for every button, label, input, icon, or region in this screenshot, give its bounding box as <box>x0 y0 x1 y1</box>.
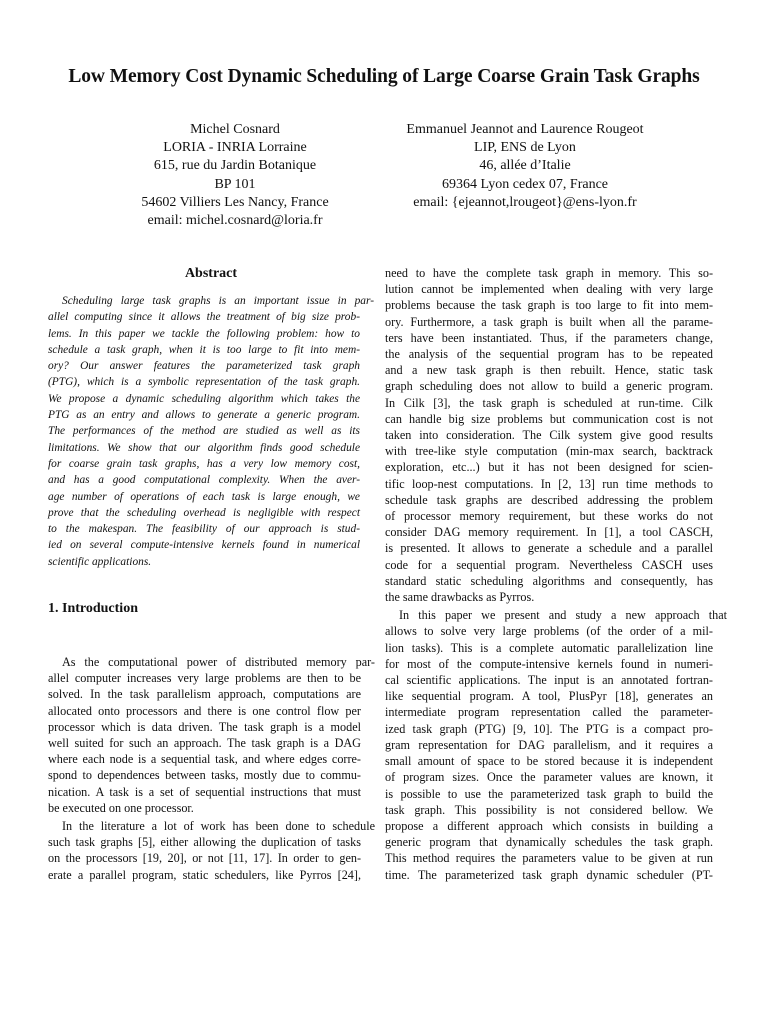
text-line: allocated onto processors and there is one control flow per <box>48 703 361 718</box>
author-name: Emmanuel Jeannot and Laurence Rougeot <box>406 122 644 137</box>
text-line: graph scheduling does not allow to build a generic program. <box>385 379 713 394</box>
text-line: for most of the compute-intensive kernels found in numeri- <box>385 656 713 671</box>
text-line: limitations. We show that our algorithm finds good schedule <box>48 441 360 454</box>
author-email: email: {ejeannot,lrougeot}@ens-lyon.fr <box>413 194 637 210</box>
text-line: cal scientific applications. The input is an annotated fortran- <box>385 673 713 688</box>
author-affiliation: LORIA - INRIA Lorraine <box>163 140 307 156</box>
text-line: allows to solve very large problems (of the order of a mil- <box>385 624 713 639</box>
section-heading-introduction: 1. Introduction <box>48 601 138 616</box>
text-line: In this paper we present and study a new approach that <box>399 608 727 623</box>
author-address: 54602 Villiers Les Nancy, France <box>141 194 329 210</box>
author-affiliation: LIP, ENS de Lyon <box>474 140 576 156</box>
text-line: ory? Our answer features the parameterized task graph <box>48 360 360 373</box>
author-address: 46, allée d’Italie <box>479 158 571 174</box>
text-line: problems because the task graph is too large to fit into mem- <box>385 298 713 313</box>
text-line: the same drawbacks as Pyrros. <box>385 590 535 605</box>
text-line: is presented. It allows to generate a schedule and a parallel <box>385 541 713 556</box>
text-line: of processor memory requirement, but these works do not <box>385 509 713 524</box>
text-line: taken into consideration. The Cilk system give good results <box>385 428 713 443</box>
text-line: for coarse grain task graphs, has a very low memory cost, <box>48 457 360 470</box>
text-line: and has a good computational complexity. When the aver- <box>48 474 360 487</box>
text-line: ory. Furthermore, a task graph is built when all the parame- <box>385 314 713 329</box>
text-line: be executed on one processor. <box>48 800 194 815</box>
author-address: BP 101 <box>214 176 256 192</box>
text-line: spond to dependences between tasks, mostly due to commu- <box>48 768 361 783</box>
text-line: lion tasks). This is a complete automatic parallelization line <box>385 640 713 655</box>
author-name: Michel Cosnard <box>190 122 280 137</box>
text-line: gram representation for DAG parallelism, and it requires a <box>385 737 713 752</box>
author-block-right <box>330 121 720 212</box>
abstract-heading: Abstract <box>184 266 238 281</box>
text-line: propose a different approach which consists in building a <box>385 818 713 833</box>
text-line: where each node is a sequential task, and where edges corre- <box>48 752 361 767</box>
text-line: erate a parallel program, static schedulers, like Pyrros [24], <box>48 867 361 882</box>
text-line: processor which is data driven. The task graph is a model <box>48 719 361 734</box>
text-line: of program sizes. Once the parameter values are known, it <box>385 770 713 785</box>
text-line: tific loop-nest computations. In [2, 13] run time methods to <box>385 476 713 491</box>
text-line: lems. In this paper we tackle the following problem: how to <box>48 327 360 340</box>
text-line: PTG as an entry and allows to generate a generic program. <box>48 409 360 422</box>
text-line: lution cannot be implemented when dealing with very large <box>385 282 713 297</box>
introduction-body <box>48 654 375 883</box>
text-line: The performances of the method are studied as well as its <box>48 425 360 438</box>
text-line: In Cilk [3], the task graph is scheduled at run-time. Cilk <box>385 395 713 410</box>
text-line: solved. In the task parallelism approach, computations are <box>48 687 361 702</box>
text-line: ters have been instantiated. Thus, if the parameters change, <box>385 330 713 345</box>
text-line: is possible to use the parameterized task graph to build the <box>385 786 713 801</box>
text-line: allel computer increases very large problems are then to be <box>48 671 361 686</box>
text-line: age number of operations of each task is large enough, we <box>48 490 360 503</box>
text-line: standard static scheduling algorithms and consequently, has <box>385 573 713 588</box>
text-line: and a new task graph is then rebuilt. Hence, static task <box>385 363 713 378</box>
text-line: code for a sequential program. Nevertheless CASCH uses <box>385 557 713 572</box>
text-line: ied on several compute-intensive kernels found in numerical <box>48 539 360 552</box>
text-line: such task graphs [5], either allowing the duplication of tasks <box>48 835 361 850</box>
text-line: can handle big size problems but communication cost is not <box>385 411 713 426</box>
text-line: Scheduling large task graphs is an important issue in par- <box>62 295 374 307</box>
text-line: nication. A task is a set of sequential instructions that must <box>48 784 361 799</box>
text-line: task graph. This possibility is not considered bellow. We <box>385 802 713 817</box>
text-line: We propose a dynamic scheduling algorithm which takes the <box>48 392 360 405</box>
text-line: exploration, etc...) but it has not been designed for scien- <box>385 460 713 475</box>
abstract-body <box>48 293 374 570</box>
text-line: generic program that dynamically schedules the task graph. <box>385 835 713 850</box>
text-line: allel computing since it allows the treatment of big size prob- <box>48 311 360 324</box>
author-address: 69364 Lyon cedex 07, France <box>441 176 608 192</box>
paper-title: Low Memory Cost Dynamic Scheduling of Large Coarse Grain Task Graphs <box>68 66 700 87</box>
text-line: This method requires the parameters value to be given at run <box>385 851 713 866</box>
text-line: scientific applications. <box>48 555 152 568</box>
text-line: like sequential program. A tool, PlusPyr [18], generates an <box>385 689 713 704</box>
author-email: email: michel.cosnard@loria.fr <box>147 213 323 229</box>
text-line: schedule a task graph, when it is too large to fit into mem- <box>48 343 360 356</box>
text-line: In the literature a lot of work has been done to schedule <box>62 819 375 834</box>
right-column-body <box>385 265 727 883</box>
text-line: schedule task graphs are described addressing the problem <box>385 492 713 507</box>
text-line: the analysis of the sequential program has to be repeated <box>385 347 713 362</box>
text-line: prove that the scheduling overhead is negligible with respect <box>48 506 360 519</box>
text-line: with tree-like style computation (min-max search, backtrack <box>385 444 713 459</box>
text-line: small amount of space to be stored because it is independent <box>385 754 713 769</box>
text-line: ized task graph (PTG) [9, 10]. The PTG is a compact pro- <box>385 721 713 736</box>
author-address: 615, rue du Jardin Botanique <box>153 158 317 174</box>
text-line: (PTG), which is a symbolic representation of the task graph. <box>48 376 360 389</box>
text-line: consider DAG memory requirement. In [1], a tool CASCH, <box>385 525 713 540</box>
text-line: to the makespan. The feasibility of our approach is stud- <box>48 523 360 536</box>
text-line: time. The parameterized task graph dynamic scheduler (PT- <box>385 867 713 882</box>
text-line: As the computational power of distributed memory par- <box>62 655 375 669</box>
text-line: intermediate program representation called the parameter- <box>385 705 713 720</box>
text-line: need to have the complete task graph in memory. This so- <box>385 266 713 280</box>
text-line: on the processors [19, 20], or not [11, 17]. In order to gen- <box>48 851 361 866</box>
text-line: well suited for such an approach. The task graph is a DAG <box>48 736 361 751</box>
